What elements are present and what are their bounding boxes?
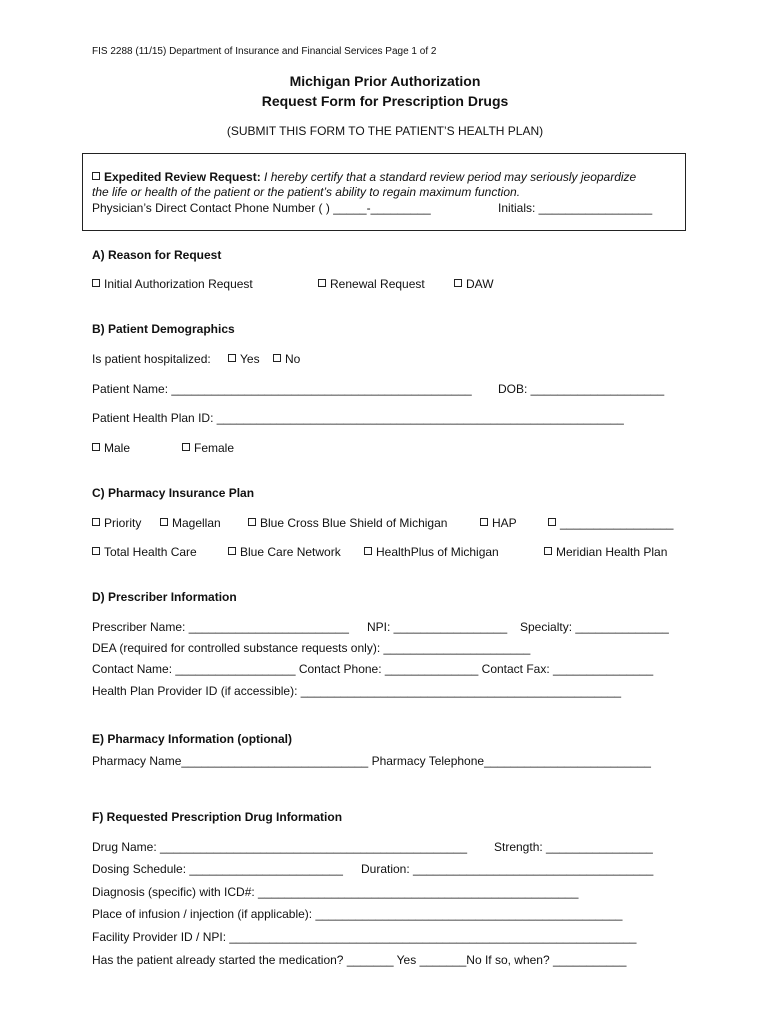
- form-header: FIS 2288 (11/15) Department of Insurance and Financial Services Page 1 of 2: [92, 46, 437, 57]
- option-label: Initial Authorization Request: [104, 277, 253, 291]
- dob-field[interactable]: DOB: ____________________: [498, 382, 665, 396]
- checkbox[interactable]: [364, 547, 372, 555]
- page-title-line2: Request Form for Prescription Drugs: [261, 93, 509, 109]
- patient-plan-id-field[interactable]: Patient Health Plan ID: _____________________________________________________________: [92, 411, 624, 425]
- checkbox[interactable]: [92, 518, 100, 526]
- checkbox[interactable]: [318, 279, 326, 287]
- hospitalized-no-option[interactable]: [273, 352, 300, 366]
- option-label: Female: [194, 441, 235, 455]
- infusion-place-field[interactable]: Place of infusion / injection (if applicable): ______________________________________________: [92, 907, 623, 921]
- expedited-text-line2: the life or health of the patient or the patient’s ability to regain maximum function.: [92, 185, 521, 199]
- checkbox[interactable]: [544, 547, 552, 555]
- option-label: HealthPlus of Michigan: [376, 545, 499, 559]
- female-option[interactable]: [182, 441, 234, 455]
- plan-total-health-care-option[interactable]: [92, 545, 197, 559]
- initial-authorization-option[interactable]: [92, 277, 253, 291]
- provider-id-field[interactable]: Health Plan Provider ID (if accessible): ________________________________________________: [92, 684, 622, 698]
- option-label: Renewal Request: [330, 277, 425, 291]
- physician-phone-field[interactable]: Physician’s Direct Contact Phone Number ( ) _____-_________: [92, 201, 431, 215]
- checkbox[interactable]: [182, 443, 190, 451]
- option-label: Blue Care Network: [240, 545, 341, 559]
- option-label: _________________: [560, 516, 674, 530]
- male-option[interactable]: [92, 441, 130, 455]
- pharmacy-info-field[interactable]: Pharmacy Name____________________________ Pharmacy Telephone_________________________: [92, 754, 651, 768]
- option-label: Yes: [240, 352, 260, 366]
- patient-name-field[interactable]: Patient Name: _____________________________________________: [92, 382, 472, 396]
- checkbox[interactable]: [273, 354, 281, 362]
- diagnosis-field[interactable]: Diagnosis (specific) with ICD#: ________________________________________________: [92, 885, 579, 899]
- checkbox[interactable]: [480, 518, 488, 526]
- plan-blue-care-network-option[interactable]: [228, 545, 341, 559]
- facility-npi-field[interactable]: Facility Provider ID / NPI: _____________________________________________________________: [92, 930, 637, 944]
- expedited-review-line: [92, 170, 636, 184]
- contact-info-field[interactable]: Contact Name: __________________ Contact Phone: ______________ Contact Fax: _______________: [92, 662, 654, 676]
- hospitalized-yes-option[interactable]: [228, 352, 260, 366]
- option-label: No: [285, 352, 301, 366]
- strength-field[interactable]: Strength: ________________: [494, 840, 653, 854]
- specialty-field[interactable]: Specialty: ______________: [520, 620, 669, 634]
- duration-field[interactable]: Duration: ____________________________________: [361, 862, 654, 876]
- hospitalized-question: Is patient hospitalized:: [92, 352, 211, 366]
- medication-started-field[interactable]: Has the patient already started the medication? _______ Yes _______No If so, when? ___________: [92, 953, 627, 967]
- section-e-heading: E) Pharmacy Information (optional): [92, 732, 293, 746]
- option-label: DAW: [466, 277, 494, 291]
- checkbox[interactable]: [92, 547, 100, 555]
- daw-option[interactable]: [454, 277, 494, 291]
- checkbox[interactable]: [248, 518, 256, 526]
- dosing-schedule-field[interactable]: Dosing Schedule: _______________________: [92, 862, 343, 876]
- npi-field[interactable]: NPI: _________________: [367, 620, 508, 634]
- plan-hap-option[interactable]: [480, 516, 517, 530]
- option-label: Total Health Care: [104, 545, 197, 559]
- page-title: Michigan Prior Authorization: [289, 73, 481, 89]
- checkbox[interactable]: [228, 354, 236, 362]
- drug-name-field[interactable]: Drug Name: ______________________________________________: [92, 840, 468, 854]
- plan-other-option[interactable]: [548, 516, 673, 530]
- checkbox[interactable]: [228, 547, 236, 555]
- option-label: Priority: [104, 516, 142, 530]
- page-subtitle: (SUBMIT THIS FORM TO THE PATIENT’S HEALTH PLAN): [226, 124, 544, 138]
- plan-magellan-option[interactable]: [160, 516, 221, 530]
- checkbox[interactable]: [92, 443, 100, 451]
- option-label: Magellan: [172, 516, 221, 530]
- section-b-heading: B) Patient Demographics: [92, 322, 235, 336]
- checkbox[interactable]: [92, 279, 100, 287]
- section-c-heading: C) Pharmacy Insurance Plan: [92, 486, 255, 500]
- prescriber-name-field[interactable]: Prescriber Name: ________________________: [92, 620, 349, 634]
- section-d-heading: D) Prescriber Information: [92, 590, 237, 604]
- renewal-request-option[interactable]: [318, 277, 425, 291]
- plan-meridian-option[interactable]: [544, 545, 667, 559]
- option-label: Meridian Health Plan: [556, 545, 668, 559]
- checkbox[interactable]: [160, 518, 168, 526]
- option-label: Male: [104, 441, 131, 455]
- expedited-label: Expedited Review Request:: [104, 170, 261, 184]
- expedited-checkbox[interactable]: [92, 172, 100, 180]
- option-label: Blue Cross Blue Shield of Michigan: [260, 516, 448, 530]
- plan-bcbs-option[interactable]: [248, 516, 447, 530]
- section-f-heading: F) Requested Prescription Drug Information: [92, 810, 343, 824]
- initials-field[interactable]: Initials: _________________: [498, 201, 653, 215]
- expedited-text: I hereby certify that a standard review period may seriously jeopardize: [260, 170, 637, 184]
- checkbox[interactable]: [548, 518, 556, 526]
- dea-field[interactable]: DEA (required for controlled substance requests only): ______________________: [92, 641, 531, 655]
- checkbox[interactable]: [454, 279, 462, 287]
- section-a-heading: A) Reason for Request: [92, 248, 222, 262]
- plan-healthplus-option[interactable]: [364, 545, 499, 559]
- option-label: HAP: [492, 516, 517, 530]
- plan-priority-option[interactable]: [92, 516, 141, 530]
